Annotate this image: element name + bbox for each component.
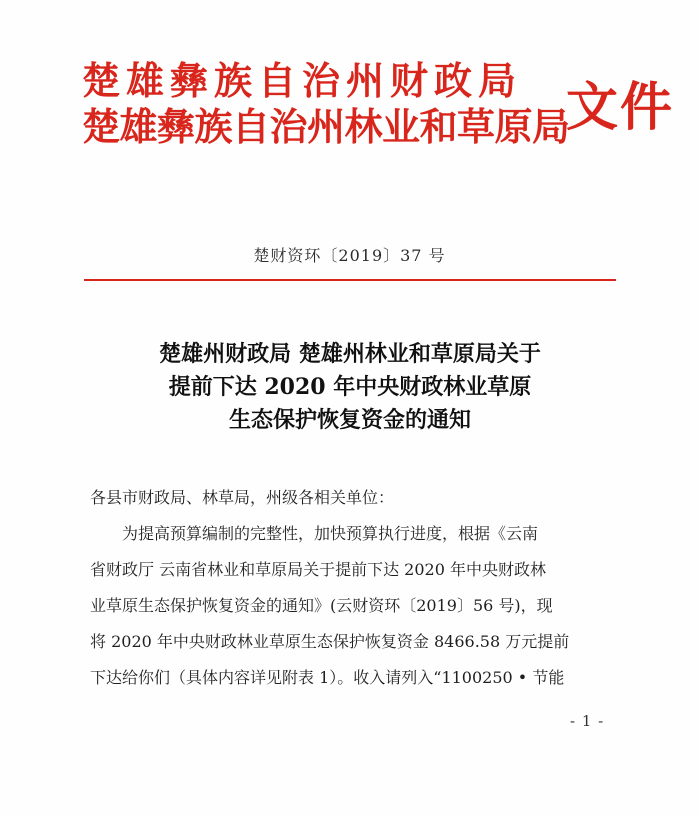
title-line-2: 提前下达 2020 年中央财政林业草原 [168,374,532,400]
body-line: 省财政厅 云南省林业和草原局关于提前下达 2020 年中央财政林 [90,560,546,579]
page-number: - 1 - [570,712,605,730]
body-line: 下达给你们（具体内容详见附表 1）。收入请列入“1100250 • 节能 [90,668,565,687]
issuing-agencies [82,58,582,150]
body-line: 为提高预算编制的完整性，加快预算执行进度，根据《云南 [122,524,539,543]
title-line-3: 生态保护恢复资金的通知 [228,407,471,433]
document-body [90,480,618,696]
issuer-finance-bureau: 楚雄彝族自治州财政局 [82,58,523,103]
issuer-forestry-bureau: 楚雄彝族自治州林业和草原局 [82,104,570,149]
body-line: 业草原生态保护恢复资金的通知》(云财资环〔2019〕56 号)，现 [90,596,553,615]
salutation: 各县市财政局、林草局，州级各相关单位： [90,488,395,507]
document-number: 楚财资环〔2019〕37 号 [253,246,446,265]
title-line-1: 楚雄州财政局 楚雄州林业和草原局关于 [159,341,541,367]
document-title [60,338,640,437]
document-type-label: 文件 [566,77,675,138]
body-line: 将 2020 年中央财政林业草原生态保护恢复资金 8466.58 万元提前 [90,632,570,651]
red-divider-line [84,279,616,281]
